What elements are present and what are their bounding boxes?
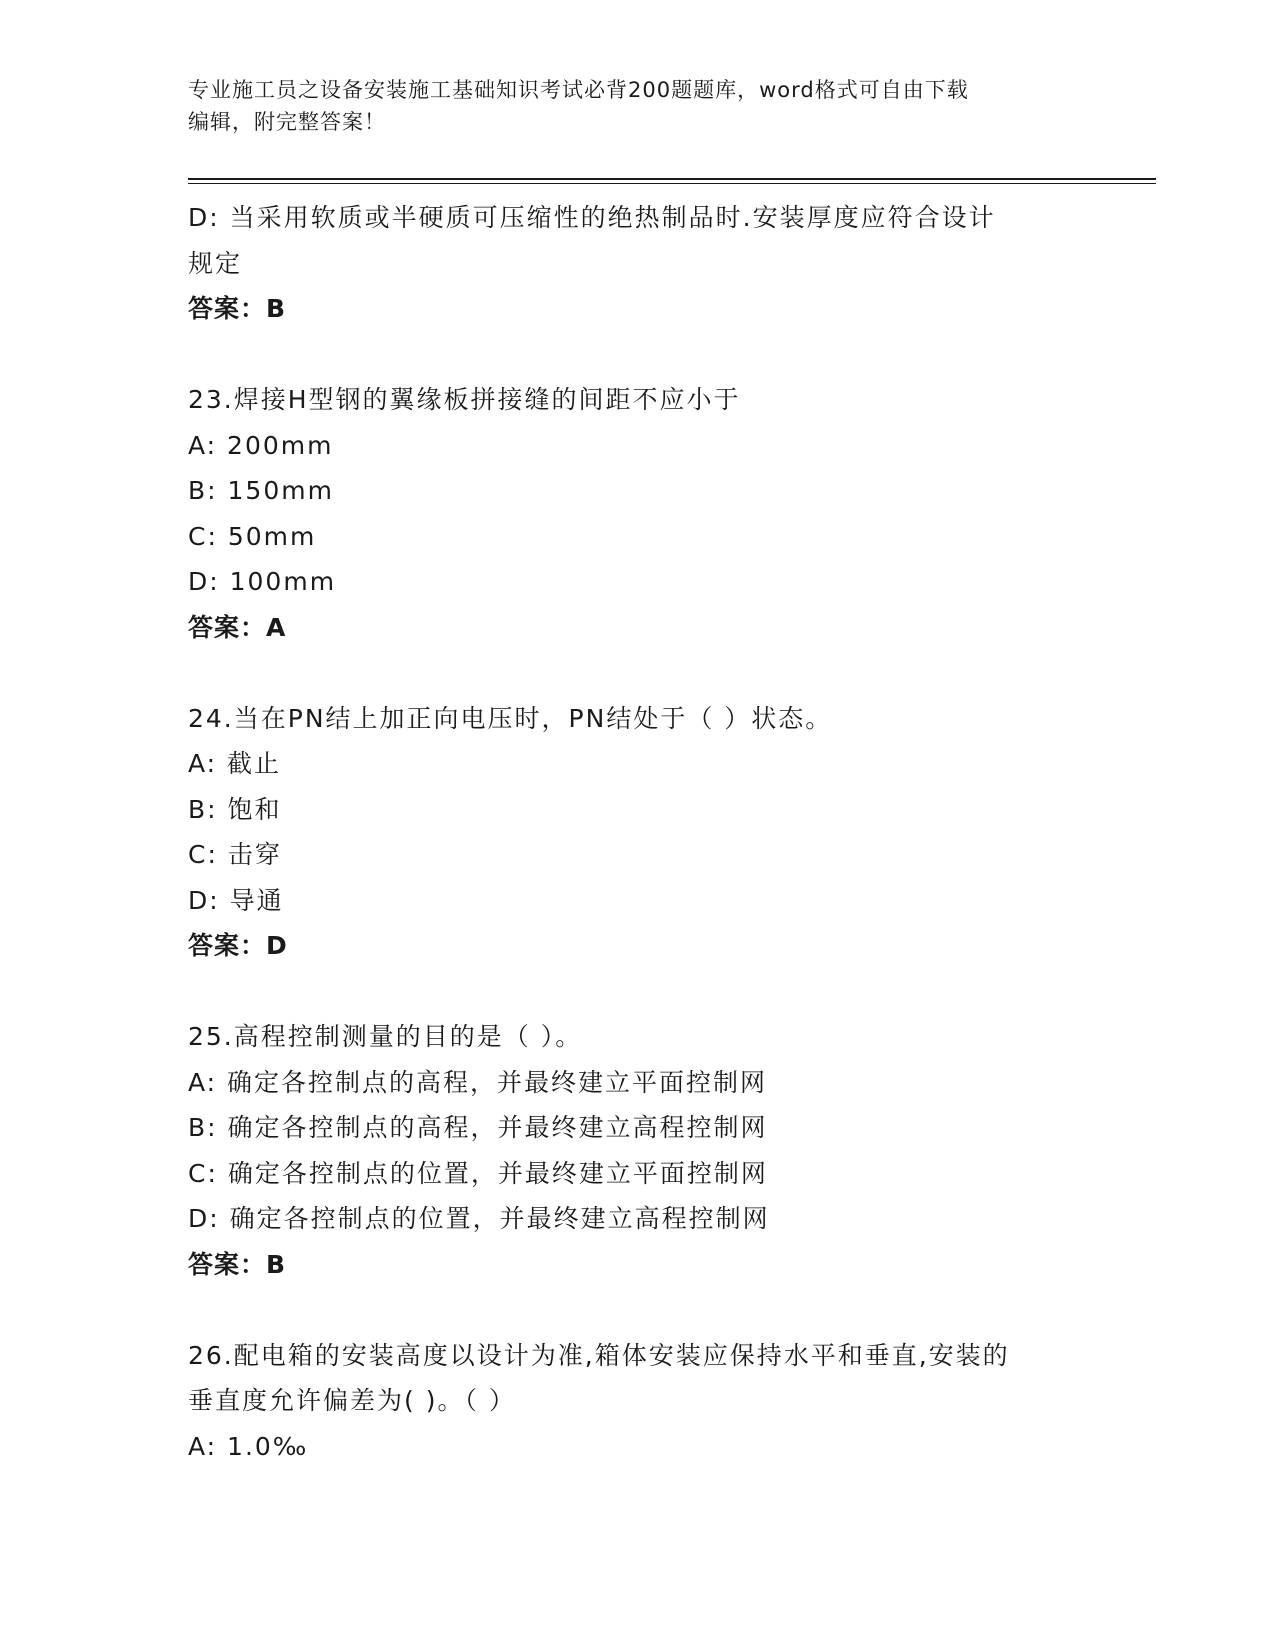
question-23 <box>188 377 1088 650</box>
option-a: A: 截止 <box>188 749 282 778</box>
option-d: D: 100mm <box>188 567 337 596</box>
header-divider-thick <box>188 178 1156 180</box>
question-title: 24.当在PN结上加正向电压时，PN结处于（ ）状态。 <box>188 703 833 733</box>
answer: 答案：B <box>188 294 287 323</box>
option-b: B: 150mm <box>188 476 334 505</box>
option-b: B: 确定各控制点的高程，并最终建立高程控制网 <box>188 1113 768 1142</box>
header-line-1: 专业施工员之设备安装施工基础知识考试必背200题题库，word格式可自由下载 <box>188 78 969 102</box>
document-header <box>188 74 1088 138</box>
question-list <box>188 195 1088 1469</box>
option-c: C: 50mm <box>188 521 317 551</box>
option-b: B: 饱和 <box>188 794 282 824</box>
question-title: 25.高程控制测量的目的是（ ）。 <box>188 1022 583 1051</box>
option-d-line-2: 规定 <box>188 248 243 278</box>
option-d: D: 确定各控制点的位置，并最终建立高程控制网 <box>188 1204 770 1233</box>
header-line-2: 编辑，附完整答案！ <box>188 110 386 134</box>
header-divider-thin <box>188 183 1156 184</box>
option-d-line-1: D: 当采用软质或半硬质可压缩性的绝热制品时.安装厚度应符合设计 <box>188 203 996 232</box>
option-a: A: 1.0‰ <box>188 1431 309 1461</box>
answer: 答案：D <box>188 931 288 960</box>
option-a: A: 200mm <box>188 430 334 460</box>
answer: 答案：A <box>188 612 287 642</box>
question-title: 23.焊接H型钢的翼缘板拼接缝的间距不应小于 <box>188 385 741 414</box>
question-25 <box>188 1014 1088 1287</box>
question-title-line-2: 垂直度允许偏差为( )。（ ） <box>188 1386 516 1415</box>
answer: 答案：B <box>188 1249 287 1279</box>
option-d: D: 导通 <box>188 885 284 915</box>
question-26 <box>188 1333 1088 1470</box>
option-c: C: 确定各控制点的位置，并最终建立平面控制网 <box>188 1158 768 1188</box>
option-c: C: 击穿 <box>188 840 282 869</box>
option-a: A: 确定各控制点的高程，并最终建立平面控制网 <box>188 1067 768 1097</box>
question-24 <box>188 696 1088 969</box>
question-22-tail <box>188 195 1088 332</box>
question-title-line-1: 26.配电箱的安装高度以设计为准,箱体安装应保持水平和垂直,安装的 <box>188 1340 1010 1370</box>
